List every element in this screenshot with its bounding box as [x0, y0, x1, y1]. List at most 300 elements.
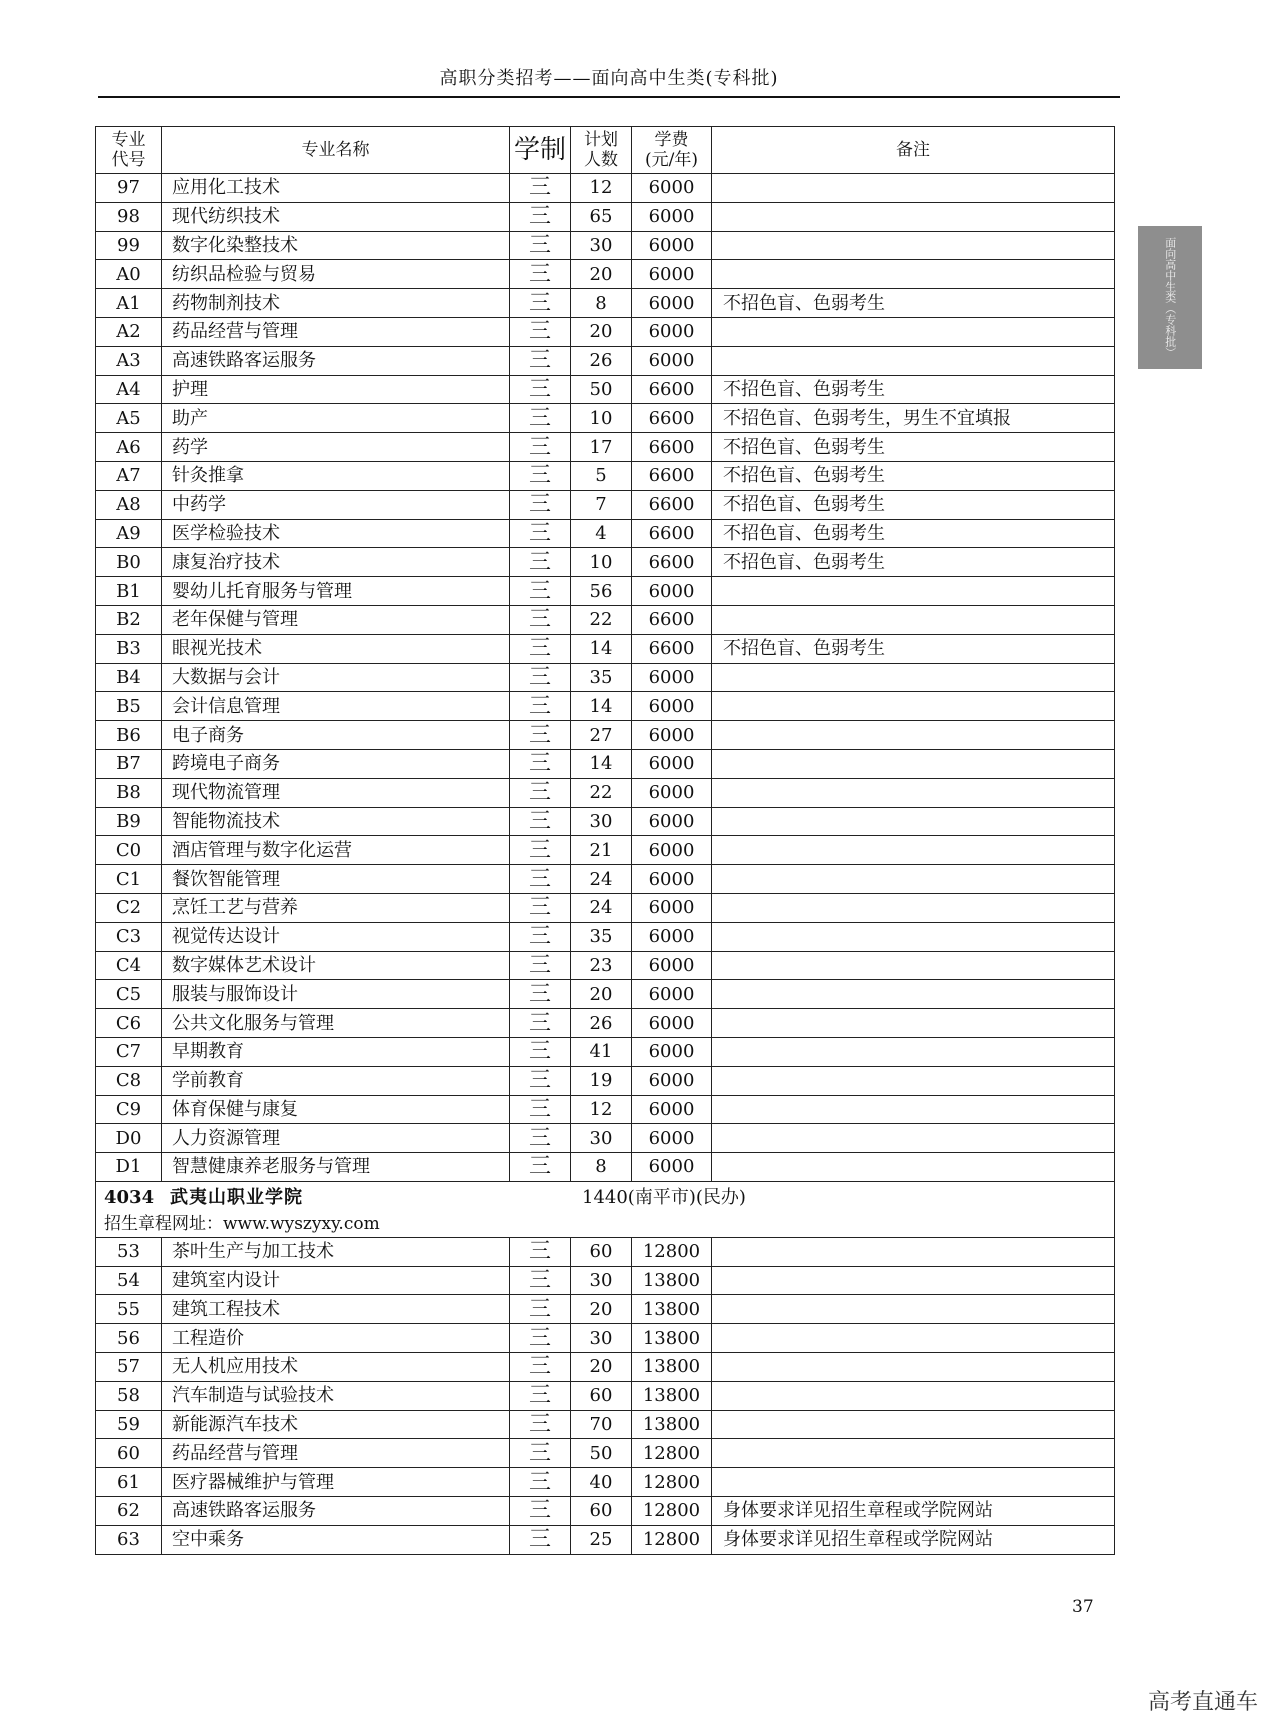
study-years: 三 [510, 836, 571, 865]
remark [712, 346, 1115, 375]
remark [712, 174, 1115, 203]
plan-count: 56 [571, 577, 632, 606]
major-code: D0 [96, 1124, 162, 1153]
plan-count: 30 [571, 1124, 632, 1153]
major-code: 63 [96, 1525, 162, 1554]
tuition: 12800 [632, 1439, 712, 1468]
tuition: 13800 [632, 1410, 712, 1439]
col-header-note: 备注 [712, 127, 1115, 174]
remark [712, 1009, 1115, 1038]
plan-count: 14 [571, 749, 632, 778]
remark [712, 1381, 1115, 1410]
table-row [96, 577, 1115, 606]
major-name: 助产 [162, 404, 510, 433]
major-code: B6 [96, 721, 162, 750]
table-row [96, 260, 1115, 289]
major-name: 针灸推拿 [162, 461, 510, 490]
major-name: 智慧健康养老服务与管理 [162, 1153, 510, 1182]
tuition: 6000 [632, 1066, 712, 1095]
major-name: 大数据与会计 [162, 663, 510, 692]
plan-count: 50 [571, 375, 632, 404]
study-years: 三 [510, 490, 571, 519]
major-name: 会计信息管理 [162, 692, 510, 721]
study-years: 三 [510, 519, 571, 548]
study-years: 三 [510, 461, 571, 490]
major-code: D1 [96, 1153, 162, 1182]
remark [712, 663, 1115, 692]
tuition: 6000 [632, 980, 712, 1009]
tuition: 12800 [632, 1497, 712, 1526]
table-row [96, 1468, 1115, 1497]
remark [712, 260, 1115, 289]
table-row [96, 1295, 1115, 1324]
major-code: 97 [96, 174, 162, 203]
major-name: 电子商务 [162, 721, 510, 750]
remark [712, 692, 1115, 721]
school-url: 招生章程网址：www.wyszyxy.com [104, 1213, 380, 1234]
plan-count: 41 [571, 1037, 632, 1066]
side-tab-line2: （专科批） [1163, 303, 1177, 358]
tuition: 6600 [632, 375, 712, 404]
major-code: B8 [96, 778, 162, 807]
tuition: 6000 [632, 893, 712, 922]
table-row [96, 519, 1115, 548]
tuition: 6000 [632, 865, 712, 894]
table-row [96, 1525, 1115, 1554]
tuition: 13800 [632, 1295, 712, 1324]
tuition: 6000 [632, 1153, 712, 1182]
plan-count: 25 [571, 1525, 632, 1554]
plan-count: 35 [571, 922, 632, 951]
major-code: A1 [96, 289, 162, 318]
plan-count: 8 [571, 1153, 632, 1182]
tuition: 12800 [632, 1525, 712, 1554]
major-code: A0 [96, 260, 162, 289]
remark [712, 1324, 1115, 1353]
study-years: 三 [510, 749, 571, 778]
table-row [96, 490, 1115, 519]
study-years: 三 [510, 404, 571, 433]
tuition: 6600 [632, 634, 712, 663]
major-code: 57 [96, 1353, 162, 1382]
major-name: 无人机应用技术 [162, 1353, 510, 1382]
study-years: 三 [510, 1066, 571, 1095]
tuition: 13800 [632, 1324, 712, 1353]
major-code: C4 [96, 951, 162, 980]
table-row [96, 951, 1115, 980]
tuition: 6000 [632, 577, 712, 606]
study-years: 三 [510, 231, 571, 260]
major-code: C8 [96, 1066, 162, 1095]
tuition: 6000 [632, 289, 712, 318]
table-row [96, 1124, 1115, 1153]
major-code: B9 [96, 807, 162, 836]
major-code: C9 [96, 1095, 162, 1124]
table-row [96, 1324, 1115, 1353]
tuition: 6000 [632, 202, 712, 231]
remark [712, 1295, 1115, 1324]
page-header: 高职分类招考——面向高中生类(专科批) [439, 68, 779, 89]
table-row [96, 749, 1115, 778]
tuition: 6000 [632, 807, 712, 836]
plan-count: 70 [571, 1410, 632, 1439]
table-row [96, 692, 1115, 721]
plan-count: 30 [571, 1266, 632, 1295]
school-name: 武夷山职业学院 [170, 1186, 303, 1208]
remark [712, 749, 1115, 778]
study-years: 三 [510, 1009, 571, 1038]
study-years: 三 [510, 375, 571, 404]
major-name: 眼视光技术 [162, 634, 510, 663]
major-code: A5 [96, 404, 162, 433]
tuition: 6600 [632, 548, 712, 577]
major-code: 56 [96, 1324, 162, 1353]
tuition: 6600 [632, 519, 712, 548]
major-code: 55 [96, 1295, 162, 1324]
major-name: 高速铁路客运服务 [162, 346, 510, 375]
remark [712, 605, 1115, 634]
plan-count: 20 [571, 260, 632, 289]
major-code: B5 [96, 692, 162, 721]
tuition: 13800 [632, 1381, 712, 1410]
remark [712, 865, 1115, 894]
major-name: 中药学 [162, 490, 510, 519]
remark [712, 807, 1115, 836]
plan-count: 30 [571, 1324, 632, 1353]
plan-count: 10 [571, 548, 632, 577]
major-code: 62 [96, 1497, 162, 1526]
major-name: 药品经营与管理 [162, 1439, 510, 1468]
table-row [96, 807, 1115, 836]
major-name: 药品经营与管理 [162, 317, 510, 346]
major-name: 护理 [162, 375, 510, 404]
major-code: 58 [96, 1381, 162, 1410]
major-code: C5 [96, 980, 162, 1009]
table-row [96, 1497, 1115, 1526]
table-row [96, 922, 1115, 951]
plan-count: 14 [571, 634, 632, 663]
major-code: A6 [96, 433, 162, 462]
table-row [96, 1439, 1115, 1468]
plan-count: 24 [571, 865, 632, 894]
major-name: 婴幼儿托育服务与管理 [162, 577, 510, 606]
major-code: C0 [96, 836, 162, 865]
major-code: B1 [96, 577, 162, 606]
tuition: 12800 [632, 1468, 712, 1497]
table-row [96, 1009, 1115, 1038]
major-code: 61 [96, 1468, 162, 1497]
table-row [96, 231, 1115, 260]
major-code: C2 [96, 893, 162, 922]
remark [712, 1353, 1115, 1382]
plan-count: 60 [571, 1497, 632, 1526]
remark [712, 1153, 1115, 1182]
plan-count: 26 [571, 346, 632, 375]
study-years: 三 [510, 346, 571, 375]
study-years: 三 [510, 289, 571, 318]
table-row [96, 346, 1115, 375]
table-row [96, 1353, 1115, 1382]
major-name: 体育保健与康复 [162, 1095, 510, 1124]
remark [712, 1066, 1115, 1095]
plan-count: 22 [571, 605, 632, 634]
major-code: A8 [96, 490, 162, 519]
major-name: 人力资源管理 [162, 1124, 510, 1153]
remark [712, 1124, 1115, 1153]
plan-count: 60 [571, 1381, 632, 1410]
plan-count: 23 [571, 951, 632, 980]
table-row [96, 174, 1115, 203]
major-name: 视觉传达设计 [162, 922, 510, 951]
study-years: 三 [510, 433, 571, 462]
table-row [96, 663, 1115, 692]
tuition: 13800 [632, 1353, 712, 1382]
study-years: 三 [510, 577, 571, 606]
remark: 不招色盲、色弱考生 [712, 519, 1115, 548]
table-header-row [96, 127, 1115, 174]
plan-count: 22 [571, 778, 632, 807]
study-years: 三 [510, 893, 571, 922]
table-row [96, 1037, 1115, 1066]
tuition: 6600 [632, 404, 712, 433]
table-body-a [96, 174, 1115, 1182]
page-number: 37 [1072, 1597, 1094, 1617]
study-years: 三 [510, 202, 571, 231]
table-row [96, 548, 1115, 577]
major-code: A2 [96, 317, 162, 346]
watermark: 高考直通车 [1148, 1690, 1259, 1715]
study-years: 三 [510, 951, 571, 980]
remark: 不招色盲、色弱考生 [712, 634, 1115, 663]
major-code: C6 [96, 1009, 162, 1038]
side-tab [1138, 226, 1202, 369]
plan-count: 20 [571, 1295, 632, 1324]
plan-count: 27 [571, 721, 632, 750]
header-rule [98, 96, 1120, 98]
table-row [96, 634, 1115, 663]
major-name: 建筑室内设计 [162, 1266, 510, 1295]
major-name: 烹饪工艺与营养 [162, 893, 510, 922]
major-name: 老年保健与管理 [162, 605, 510, 634]
major-code: 54 [96, 1266, 162, 1295]
tuition: 6000 [632, 778, 712, 807]
remark [712, 1410, 1115, 1439]
remark [712, 893, 1115, 922]
remark [712, 1237, 1115, 1266]
tuition: 6000 [632, 749, 712, 778]
remark [712, 836, 1115, 865]
major-code: A4 [96, 375, 162, 404]
major-name: 学前教育 [162, 1066, 510, 1095]
remark: 不招色盲、色弱考生 [712, 490, 1115, 519]
major-name: 新能源汽车技术 [162, 1410, 510, 1439]
plan-count: 12 [571, 174, 632, 203]
table-row [96, 1095, 1115, 1124]
remark: 不招色盲、色弱考生 [712, 289, 1115, 318]
col-header-name: 专业名称 [162, 127, 510, 174]
study-years: 三 [510, 174, 571, 203]
remark [712, 1439, 1115, 1468]
study-years: 三 [510, 692, 571, 721]
table-row [96, 1410, 1115, 1439]
plan-count: 21 [571, 836, 632, 865]
major-name: 药物制剂技术 [162, 289, 510, 318]
col-header-code: 专业 代号 [96, 127, 162, 174]
major-name: 医疗器械维护与管理 [162, 1468, 510, 1497]
side-tab-line1: 面向高中生类 [1163, 237, 1177, 303]
study-years: 三 [510, 1266, 571, 1295]
table-row [96, 1381, 1115, 1410]
major-name: 纺织品检验与贸易 [162, 260, 510, 289]
school-code: 4034 [104, 1186, 155, 1208]
study-years: 三 [510, 865, 571, 894]
col-header-system: 学制 [510, 127, 571, 174]
remark: 不招色盲、色弱考生 [712, 461, 1115, 490]
study-years: 三 [510, 663, 571, 692]
table-row [96, 1266, 1115, 1295]
study-years: 三 [510, 922, 571, 951]
school-section [96, 1181, 1115, 1237]
major-name: 服装与服饰设计 [162, 980, 510, 1009]
table-row [96, 404, 1115, 433]
major-code: 60 [96, 1439, 162, 1468]
major-name: 建筑工程技术 [162, 1295, 510, 1324]
school-row [96, 1181, 1115, 1237]
table-row [96, 980, 1115, 1009]
col-header-plan: 计划 人数 [571, 127, 632, 174]
major-name: 茶叶生产与加工技术 [162, 1237, 510, 1266]
remark [712, 778, 1115, 807]
study-years: 三 [510, 807, 571, 836]
major-code: 99 [96, 231, 162, 260]
major-code: 59 [96, 1410, 162, 1439]
table-row [96, 836, 1115, 865]
major-name: 现代纺织技术 [162, 202, 510, 231]
study-years: 三 [510, 1353, 571, 1382]
plan-count: 7 [571, 490, 632, 519]
table-row [96, 375, 1115, 404]
tuition: 6000 [632, 951, 712, 980]
plan-count: 40 [571, 1468, 632, 1497]
major-name: 高速铁路客运服务 [162, 1497, 510, 1526]
study-years: 三 [510, 317, 571, 346]
tuition: 6000 [632, 721, 712, 750]
major-name: 应用化工技术 [162, 174, 510, 203]
study-years: 三 [510, 778, 571, 807]
tuition: 6000 [632, 260, 712, 289]
table-row [96, 1066, 1115, 1095]
tuition: 6000 [632, 1095, 712, 1124]
major-code: C1 [96, 865, 162, 894]
major-code: 98 [96, 202, 162, 231]
study-years: 三 [510, 1439, 571, 1468]
study-years: 三 [510, 1410, 571, 1439]
tuition: 6000 [632, 1037, 712, 1066]
remark: 身体要求详见招生章程或学院网站 [712, 1497, 1115, 1526]
study-years: 三 [510, 634, 571, 663]
study-years: 三 [510, 1324, 571, 1353]
major-code: B3 [96, 634, 162, 663]
tuition: 6600 [632, 490, 712, 519]
table-row [96, 778, 1115, 807]
remark: 不招色盲、色弱考生，男生不宜填报 [712, 404, 1115, 433]
plan-count: 30 [571, 231, 632, 260]
study-years: 三 [510, 1295, 571, 1324]
table-row [96, 721, 1115, 750]
major-code: 53 [96, 1237, 162, 1266]
plan-count: 65 [571, 202, 632, 231]
tuition: 6000 [632, 1009, 712, 1038]
remark [712, 951, 1115, 980]
major-name: 汽车制造与试验技术 [162, 1381, 510, 1410]
major-code: B4 [96, 663, 162, 692]
remark [712, 1468, 1115, 1497]
major-name: 公共文化服务与管理 [162, 1009, 510, 1038]
plan-count: 12 [571, 1095, 632, 1124]
study-years: 三 [510, 1525, 571, 1554]
major-name: 药学 [162, 433, 510, 462]
major-code: B2 [96, 605, 162, 634]
major-name: 康复治疗技术 [162, 548, 510, 577]
study-years: 三 [510, 1037, 571, 1066]
remark [712, 202, 1115, 231]
major-code: A7 [96, 461, 162, 490]
plan-count: 30 [571, 807, 632, 836]
study-years: 三 [510, 1124, 571, 1153]
study-years: 三 [510, 1153, 571, 1182]
plan-count: 24 [571, 893, 632, 922]
major-code: A3 [96, 346, 162, 375]
major-code: C3 [96, 922, 162, 951]
tuition: 13800 [632, 1266, 712, 1295]
major-code: B7 [96, 749, 162, 778]
remark: 不招色盲、色弱考生 [712, 433, 1115, 462]
major-name: 跨境电子商务 [162, 749, 510, 778]
plan-count: 17 [571, 433, 632, 462]
school-info: 1440(南平市)(民办) [582, 1186, 746, 1208]
major-code: B0 [96, 548, 162, 577]
study-years: 三 [510, 1237, 571, 1266]
plan-count: 26 [571, 1009, 632, 1038]
school-cell [96, 1181, 1115, 1237]
tuition: 6000 [632, 836, 712, 865]
tuition: 6000 [632, 922, 712, 951]
plan-count: 5 [571, 461, 632, 490]
plan-count: 20 [571, 317, 632, 346]
table-row [96, 461, 1115, 490]
remark [712, 922, 1115, 951]
study-years: 三 [510, 1381, 571, 1410]
tuition: 6000 [632, 692, 712, 721]
table-row [96, 893, 1115, 922]
major-name: 酒店管理与数字化运营 [162, 836, 510, 865]
remark: 不招色盲、色弱考生 [712, 375, 1115, 404]
table-row [96, 1153, 1115, 1182]
plan-count: 14 [571, 692, 632, 721]
remark [712, 317, 1115, 346]
tuition: 6600 [632, 461, 712, 490]
major-name: 数字媒体艺术设计 [162, 951, 510, 980]
enrollment-plan-table [95, 126, 1115, 1555]
study-years: 三 [510, 548, 571, 577]
plan-count: 10 [571, 404, 632, 433]
table-row [96, 1237, 1115, 1266]
plan-count: 35 [571, 663, 632, 692]
study-years: 三 [510, 1468, 571, 1497]
remark: 不招色盲、色弱考生 [712, 548, 1115, 577]
tuition: 6000 [632, 174, 712, 203]
study-years: 三 [510, 605, 571, 634]
